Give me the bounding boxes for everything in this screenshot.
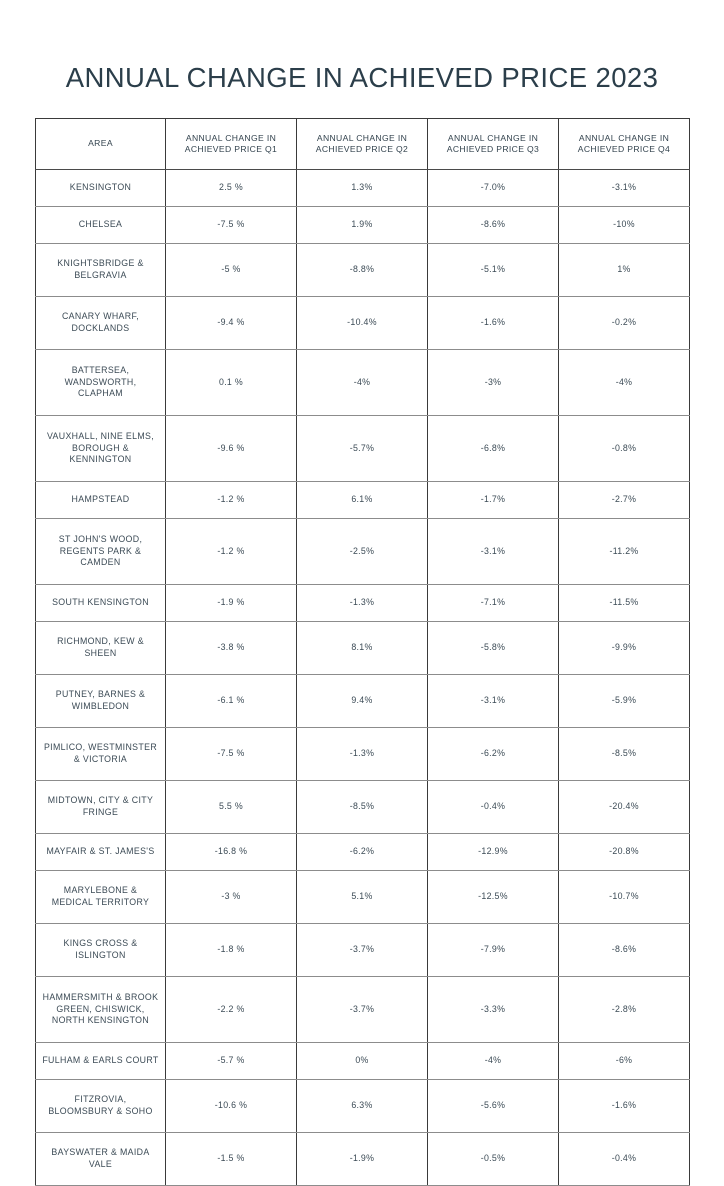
cell-q2: 6.3%: [297, 1080, 428, 1133]
table-row: [36, 1133, 690, 1186]
cell-q3: -7.9%: [428, 924, 559, 977]
cell-q3: -5.6%: [428, 1080, 559, 1133]
cell-area: [36, 871, 166, 924]
cell-q2: -1.9%: [297, 1133, 428, 1186]
cell-area: [36, 207, 166, 244]
table-row: [36, 728, 690, 781]
cell-q1: -1.2 %: [166, 482, 297, 519]
cell-q4: -10.7%: [559, 871, 690, 924]
cell-area: [36, 622, 166, 675]
cell-q1: -5.7 %: [166, 1043, 297, 1080]
column-header-line: ACHIEVED PRICE Q1: [184, 144, 278, 154]
cell-q1: -9.4 %: [166, 297, 297, 350]
cell-q3: -3.1%: [428, 675, 559, 728]
column-header-q2: [297, 119, 428, 170]
table-row: [36, 1080, 690, 1133]
cell-q4: -3.1%: [559, 170, 690, 207]
area-label-line: ST JOHN'S WOOD,: [58, 534, 143, 545]
cell-area: [36, 1080, 166, 1133]
table-row: [36, 297, 690, 350]
table-body: [36, 170, 690, 1186]
column-header-q1: [166, 119, 297, 170]
area-label-line: MIDTOWN, CITY & CITY: [47, 795, 154, 806]
column-header-line: ANNUAL CHANGE IN: [578, 132, 670, 143]
cell-q1: -16.8 %: [166, 834, 297, 871]
area-label-line: SHEEN: [84, 648, 117, 658]
cell-q4: -9.9%: [559, 622, 690, 675]
cell-q1: -3.8 %: [166, 622, 297, 675]
cell-q3: -7.0%: [428, 170, 559, 207]
cell-q1: -1.2 %: [166, 519, 297, 585]
area-label-line: VALE: [88, 1159, 113, 1169]
cell-q3: -3.1%: [428, 519, 559, 585]
area-label-line: CAMDEN: [80, 557, 121, 568]
area-label-line: PIMLICO, WESTMINSTER: [43, 742, 158, 753]
area-label-line: VAUXHALL, NINE ELMS,: [46, 431, 155, 442]
cell-q4: -0.8%: [559, 416, 690, 482]
table-row: [36, 924, 690, 977]
area-label-line: DOCKLANDS: [71, 323, 130, 333]
area-label-line: MAYFAIR & ST. JAMES'S: [46, 846, 155, 857]
cell-q2: -6.2%: [297, 834, 428, 871]
table-row: [36, 834, 690, 871]
cell-q3: -7.1%: [428, 585, 559, 622]
cell-q4: -20.8%: [559, 834, 690, 871]
cell-q1: -1.8 %: [166, 924, 297, 977]
annual-change-table: [35, 118, 690, 1186]
area-label-line: MARYLEBONE &: [63, 885, 138, 896]
table-row: [36, 675, 690, 728]
cell-q2: -1.3%: [297, 728, 428, 781]
cell-q1: 2.5 %: [166, 170, 297, 207]
cell-q4: 1%: [559, 244, 690, 297]
column-header-line: ACHIEVED PRICE Q3: [446, 144, 540, 154]
cell-q1: -5 %: [166, 244, 297, 297]
area-label-line: PUTNEY, BARNES &: [55, 689, 146, 700]
column-header-line: ACHIEVED PRICE Q4: [577, 144, 671, 154]
cell-q3: -5.1%: [428, 244, 559, 297]
area-label-line: SOUTH KENSINGTON: [52, 597, 149, 608]
cell-q4: -1.6%: [559, 1080, 690, 1133]
column-header-area: [36, 119, 166, 170]
cell-q1: 5.5 %: [166, 781, 297, 834]
cell-area: [36, 781, 166, 834]
table-row: [36, 519, 690, 585]
table-row: [36, 622, 690, 675]
cell-q3: -1.6%: [428, 297, 559, 350]
area-label-line: ISLINGTON: [75, 950, 126, 960]
cell-q3: -6.2%: [428, 728, 559, 781]
table-row: [36, 350, 690, 416]
cell-q3: -6.8%: [428, 416, 559, 482]
table-row: [36, 585, 690, 622]
cell-q1: -9.6 %: [166, 416, 297, 482]
cell-area: [36, 585, 166, 622]
area-label-line: KENSINGTON: [69, 182, 132, 193]
cell-q2: 1.3%: [297, 170, 428, 207]
cell-area: [36, 297, 166, 350]
table-header-row: [36, 119, 690, 170]
area-label-line: CANARY WHARF,: [61, 311, 140, 322]
cell-q3: -5.8%: [428, 622, 559, 675]
table-row: [36, 871, 690, 924]
cell-q2: -10.4%: [297, 297, 428, 350]
cell-q2: 9.4%: [297, 675, 428, 728]
cell-q2: -2.5%: [297, 519, 428, 585]
table-row: [36, 781, 690, 834]
column-header-line: AREA: [88, 138, 113, 149]
table-header: [36, 119, 690, 170]
cell-q2: -1.3%: [297, 585, 428, 622]
cell-area: [36, 1133, 166, 1186]
table-row: [36, 482, 690, 519]
table-row: [36, 977, 690, 1043]
area-label-line: HAMMERSMITH & BROOK: [42, 992, 159, 1003]
column-header-line: ANNUAL CHANGE IN: [447, 132, 539, 143]
cell-q3: -8.6%: [428, 207, 559, 244]
cell-area: [36, 170, 166, 207]
area-label-line: & VICTORIA: [73, 754, 128, 764]
area-label-line: BOROUGH &: [72, 442, 129, 453]
table-row: [36, 207, 690, 244]
area-label-line: GREEN, CHISWICK,: [56, 1003, 145, 1014]
area-label-line: HAMPSTEAD: [71, 494, 130, 505]
cell-q1: 0.1 %: [166, 350, 297, 416]
area-label-line: KINGS CROSS &: [63, 938, 138, 949]
cell-q3: -12.9%: [428, 834, 559, 871]
cell-q3: -12.5%: [428, 871, 559, 924]
table-row: [36, 170, 690, 207]
column-header-line: ANNUAL CHANGE IN: [185, 132, 277, 143]
cell-q4: -8.6%: [559, 924, 690, 977]
area-label-line: KENNINGTON: [69, 454, 132, 465]
cell-q2: 6.1%: [297, 482, 428, 519]
area-label-line: FRINGE: [82, 807, 119, 817]
area-label-line: FULHAM & EARLS COURT: [42, 1055, 159, 1066]
cell-q2: 5.1%: [297, 871, 428, 924]
area-label-line: CLAPHAM: [78, 388, 123, 399]
cell-q1: -3 %: [166, 871, 297, 924]
area-label-line: NORTH KENSINGTON: [51, 1015, 150, 1026]
cell-q2: -3.7%: [297, 924, 428, 977]
cell-q1: -1.9 %: [166, 585, 297, 622]
cell-area: [36, 519, 166, 585]
column-header-q3: [428, 119, 559, 170]
column-header-q4: [559, 119, 690, 170]
area-label-line: RICHMOND, KEW &: [57, 636, 144, 647]
column-header-line: ACHIEVED PRICE Q2: [315, 144, 409, 154]
area-label-line: WIMBLEDON: [71, 701, 130, 711]
table-row: [36, 1043, 690, 1080]
area-label-line: BAYSWATER & MAIDA: [51, 1147, 150, 1158]
cell-q2: -5.7%: [297, 416, 428, 482]
cell-q3: -4%: [428, 1043, 559, 1080]
area-label-line: FITZROVIA,: [74, 1094, 127, 1105]
column-header-line: ANNUAL CHANGE IN: [316, 132, 408, 143]
cell-q2: -3.7%: [297, 977, 428, 1043]
cell-q4: -0.4%: [559, 1133, 690, 1186]
cell-q1: -7.5 %: [166, 207, 297, 244]
cell-q3: -0.5%: [428, 1133, 559, 1186]
cell-q4: -11.2%: [559, 519, 690, 585]
cell-area: [36, 416, 166, 482]
cell-q2: -8.8%: [297, 244, 428, 297]
price-table-container: [35, 118, 689, 1186]
page-title: ANNUAL CHANGE IN ACHIEVED PRICE 2023: [65, 62, 659, 93]
cell-q2: 8.1%: [297, 622, 428, 675]
area-label-line: REGENTS PARK &: [59, 545, 142, 556]
cell-q2: -8.5%: [297, 781, 428, 834]
cell-q3: -0.4%: [428, 781, 559, 834]
cell-q3: -1.7%: [428, 482, 559, 519]
table-row: [36, 416, 690, 482]
area-label-line: WANDSWORTH,: [64, 376, 137, 387]
cell-q4: -6%: [559, 1043, 690, 1080]
cell-q4: -20.4%: [559, 781, 690, 834]
area-label-line: BELGRAVIA: [74, 270, 127, 280]
cell-q4: -11.5%: [559, 585, 690, 622]
area-label-line: BLOOMSBURY & SOHO: [48, 1106, 153, 1116]
cell-area: [36, 1043, 166, 1080]
cell-q4: -2.8%: [559, 977, 690, 1043]
cell-q4: -4%: [559, 350, 690, 416]
area-label-line: CHELSEA: [78, 219, 123, 230]
cell-q1: -6.1 %: [166, 675, 297, 728]
cell-q1: -1.5 %: [166, 1133, 297, 1186]
cell-area: [36, 350, 166, 416]
cell-q4: -8.5%: [559, 728, 690, 781]
area-label-line: MEDICAL TERRITORY: [51, 897, 150, 907]
area-label-line: BATTERSEA,: [71, 365, 130, 376]
cell-area: [36, 675, 166, 728]
cell-q4: -10%: [559, 207, 690, 244]
cell-q3: -3%: [428, 350, 559, 416]
table-row: [36, 244, 690, 297]
cell-q2: 0%: [297, 1043, 428, 1080]
cell-area: [36, 728, 166, 781]
cell-area: [36, 482, 166, 519]
cell-q1: -2.2 %: [166, 977, 297, 1043]
cell-q1: -10.6 %: [166, 1080, 297, 1133]
cell-q3: -3.3%: [428, 977, 559, 1043]
area-label-line: KNIGHTSBRIDGE &: [57, 258, 144, 269]
cell-q2: 1.9%: [297, 207, 428, 244]
cell-area: [36, 977, 166, 1043]
cell-q4: -5.9%: [559, 675, 690, 728]
cell-area: [36, 244, 166, 297]
cell-area: [36, 924, 166, 977]
cell-q4: -0.2%: [559, 297, 690, 350]
cell-q1: -7.5 %: [166, 728, 297, 781]
cell-q4: -2.7%: [559, 482, 690, 519]
cell-q2: -4%: [297, 350, 428, 416]
cell-area: [36, 834, 166, 871]
